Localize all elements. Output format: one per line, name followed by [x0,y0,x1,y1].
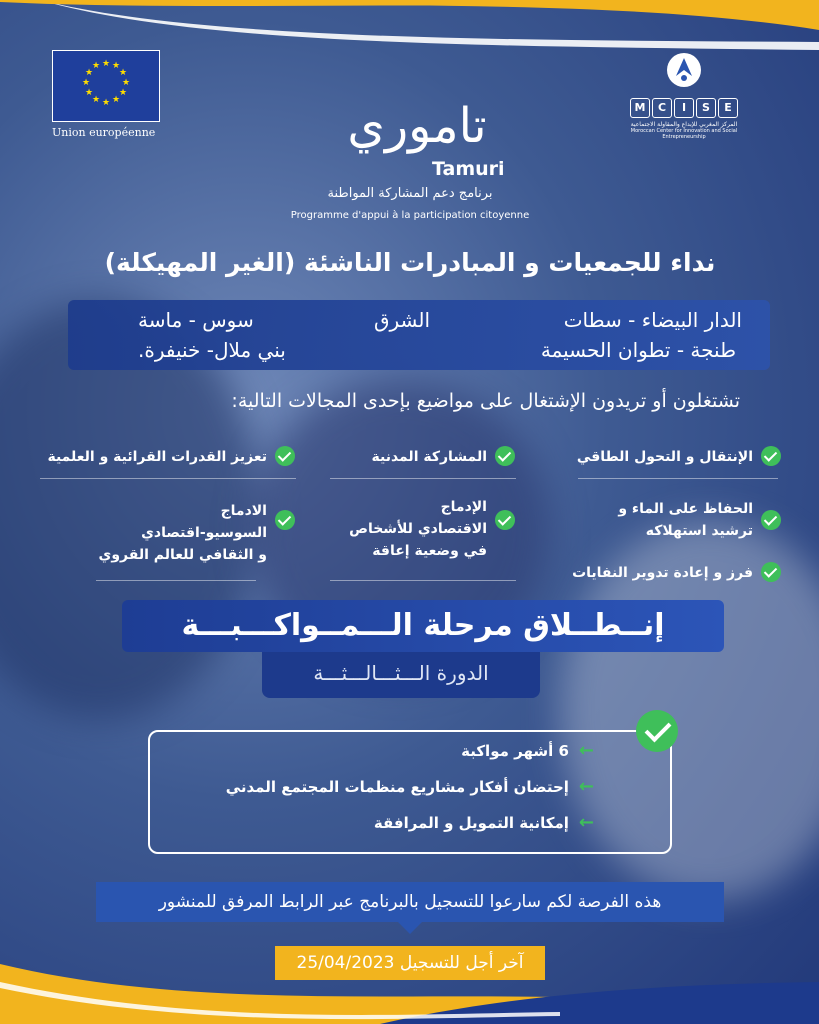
svg-text:★: ★ [84,68,94,78]
arrow-left-icon: ← [578,812,594,833]
mcise-wordmark [614,98,754,118]
svg-text:★: ★ [91,61,101,71]
topic-disability [349,496,515,562]
topic-label: الإدماج الاقتصادي للأشخاص في وضعية إعاقة [349,499,487,559]
svg-text:★: ★ [84,88,94,98]
eu-logo [52,50,160,142]
topics-intro: تشتغلون أو تريدون الإشتغال على مواضيع بإحدى المجالات التالية: [231,390,740,412]
benefit-item [374,812,594,833]
topic-rural [99,500,296,566]
check-icon [275,446,295,466]
svg-text:★: ★ [118,68,128,78]
benefit-label: إحتضان أفكار مشاريع منظمات المجتمع المدني [225,777,569,796]
topic-label: الإنتقال و التحول الطاقي [576,449,753,465]
mcise-subtitle-ar: المركز المغربي للإبداع والمقاولة الاجتماعية [630,121,738,128]
eu-flag-icon [52,50,160,122]
mcise-letter: I [674,98,694,118]
region-souss: سوس - ماسة [138,308,254,332]
mcise-subtitle-en: Moroccan Center for Innovation and Social Entrepreneurship [630,128,738,140]
benefit-label: 6 أشهر مواكبة [461,741,569,760]
page-title: نداء للجمعيات و المبادرات الناشئة (الغير المهيكلة) [104,248,716,277]
check-icon [761,446,781,466]
bottom-wave-decoration [0,954,819,1024]
topic-label: الادماج السوسيو-اقتصادي و الثقافي للعالم القروي [98,503,267,563]
topic-energy [577,446,781,468]
mcise-emblem-icon [664,50,704,90]
arrow-left-icon: ← [578,776,594,797]
svg-text:★: ★ [101,59,111,69]
round-label: الدورة الـــثـــالـــثـــة [262,652,540,698]
topic-label: فرز و إعادة تدوير النفايات [572,565,753,581]
tamuri-subtitle-ar: برنامج دعم المشاركة المواطنة [327,186,493,201]
eu-label: Union européenne [52,126,156,139]
svg-text:★: ★ [81,78,91,88]
benefit-item [461,740,594,761]
svg-text:★: ★ [111,61,121,71]
tamuri-subtitle-fr: Programme d'appui à la participation citoyenne [290,210,530,221]
region-beni-mellal: بني ملال- خنيفرة. [138,338,286,362]
topic-literacy [47,446,295,468]
svg-text:★: ★ [111,95,121,105]
svg-text:★: ★ [121,78,131,88]
divider [96,580,256,581]
mcise-letter: E [718,98,738,118]
svg-text:★: ★ [101,98,111,108]
mcise-logo [614,50,754,140]
cta-pointer [398,922,422,934]
region-casablanca: الدار البيضاء - سطات [563,308,742,332]
cta-banner: هذه الفرصة لكم سارعوا للتسجيل بالبرنامج عبر الرابط المرفق للمنشور [96,882,724,922]
regions-box [68,300,770,370]
region-tanger: طنجة - تطوان الحسيمة [540,338,736,362]
topic-label: المشاركة المدنية [371,449,487,465]
region-oriental: الشرق [373,308,430,332]
divider [578,478,778,479]
check-icon [761,562,781,582]
mcise-letter: M [630,98,650,118]
topic-label: تعزيز القدرات القرائية و العلمية [47,449,267,465]
check-icon [495,510,515,530]
svg-text:★: ★ [118,88,128,98]
topic-waste [572,562,781,584]
topic-label: الحفاظ على الماء و ترشيد استهلاكه [618,501,753,539]
topic-water [618,498,781,542]
mcise-letter: S [696,98,716,118]
divider [330,478,516,479]
tamuri-logo-latin: Tamuri [432,158,505,180]
arrow-left-icon: ← [578,740,594,761]
divider [40,478,296,479]
benefit-label: إمكانية التمويل و المرافقة [373,813,569,832]
tamuri-logo-ar: تاموري [347,98,487,154]
mcise-letter: C [652,98,672,118]
check-icon [761,510,781,530]
benefit-item [226,776,594,797]
check-icon [275,510,295,530]
benefits-check-icon [636,710,678,752]
check-icon [495,446,515,466]
deadline-badge: آخر أجل للتسجيل 25/04/2023 [275,946,545,980]
phase-banner: إنــطــلاق مرحلة الـــمــواكـــبـــة [122,600,724,652]
divider [330,580,516,581]
svg-text:★: ★ [91,95,101,105]
topic-civic [372,446,516,468]
